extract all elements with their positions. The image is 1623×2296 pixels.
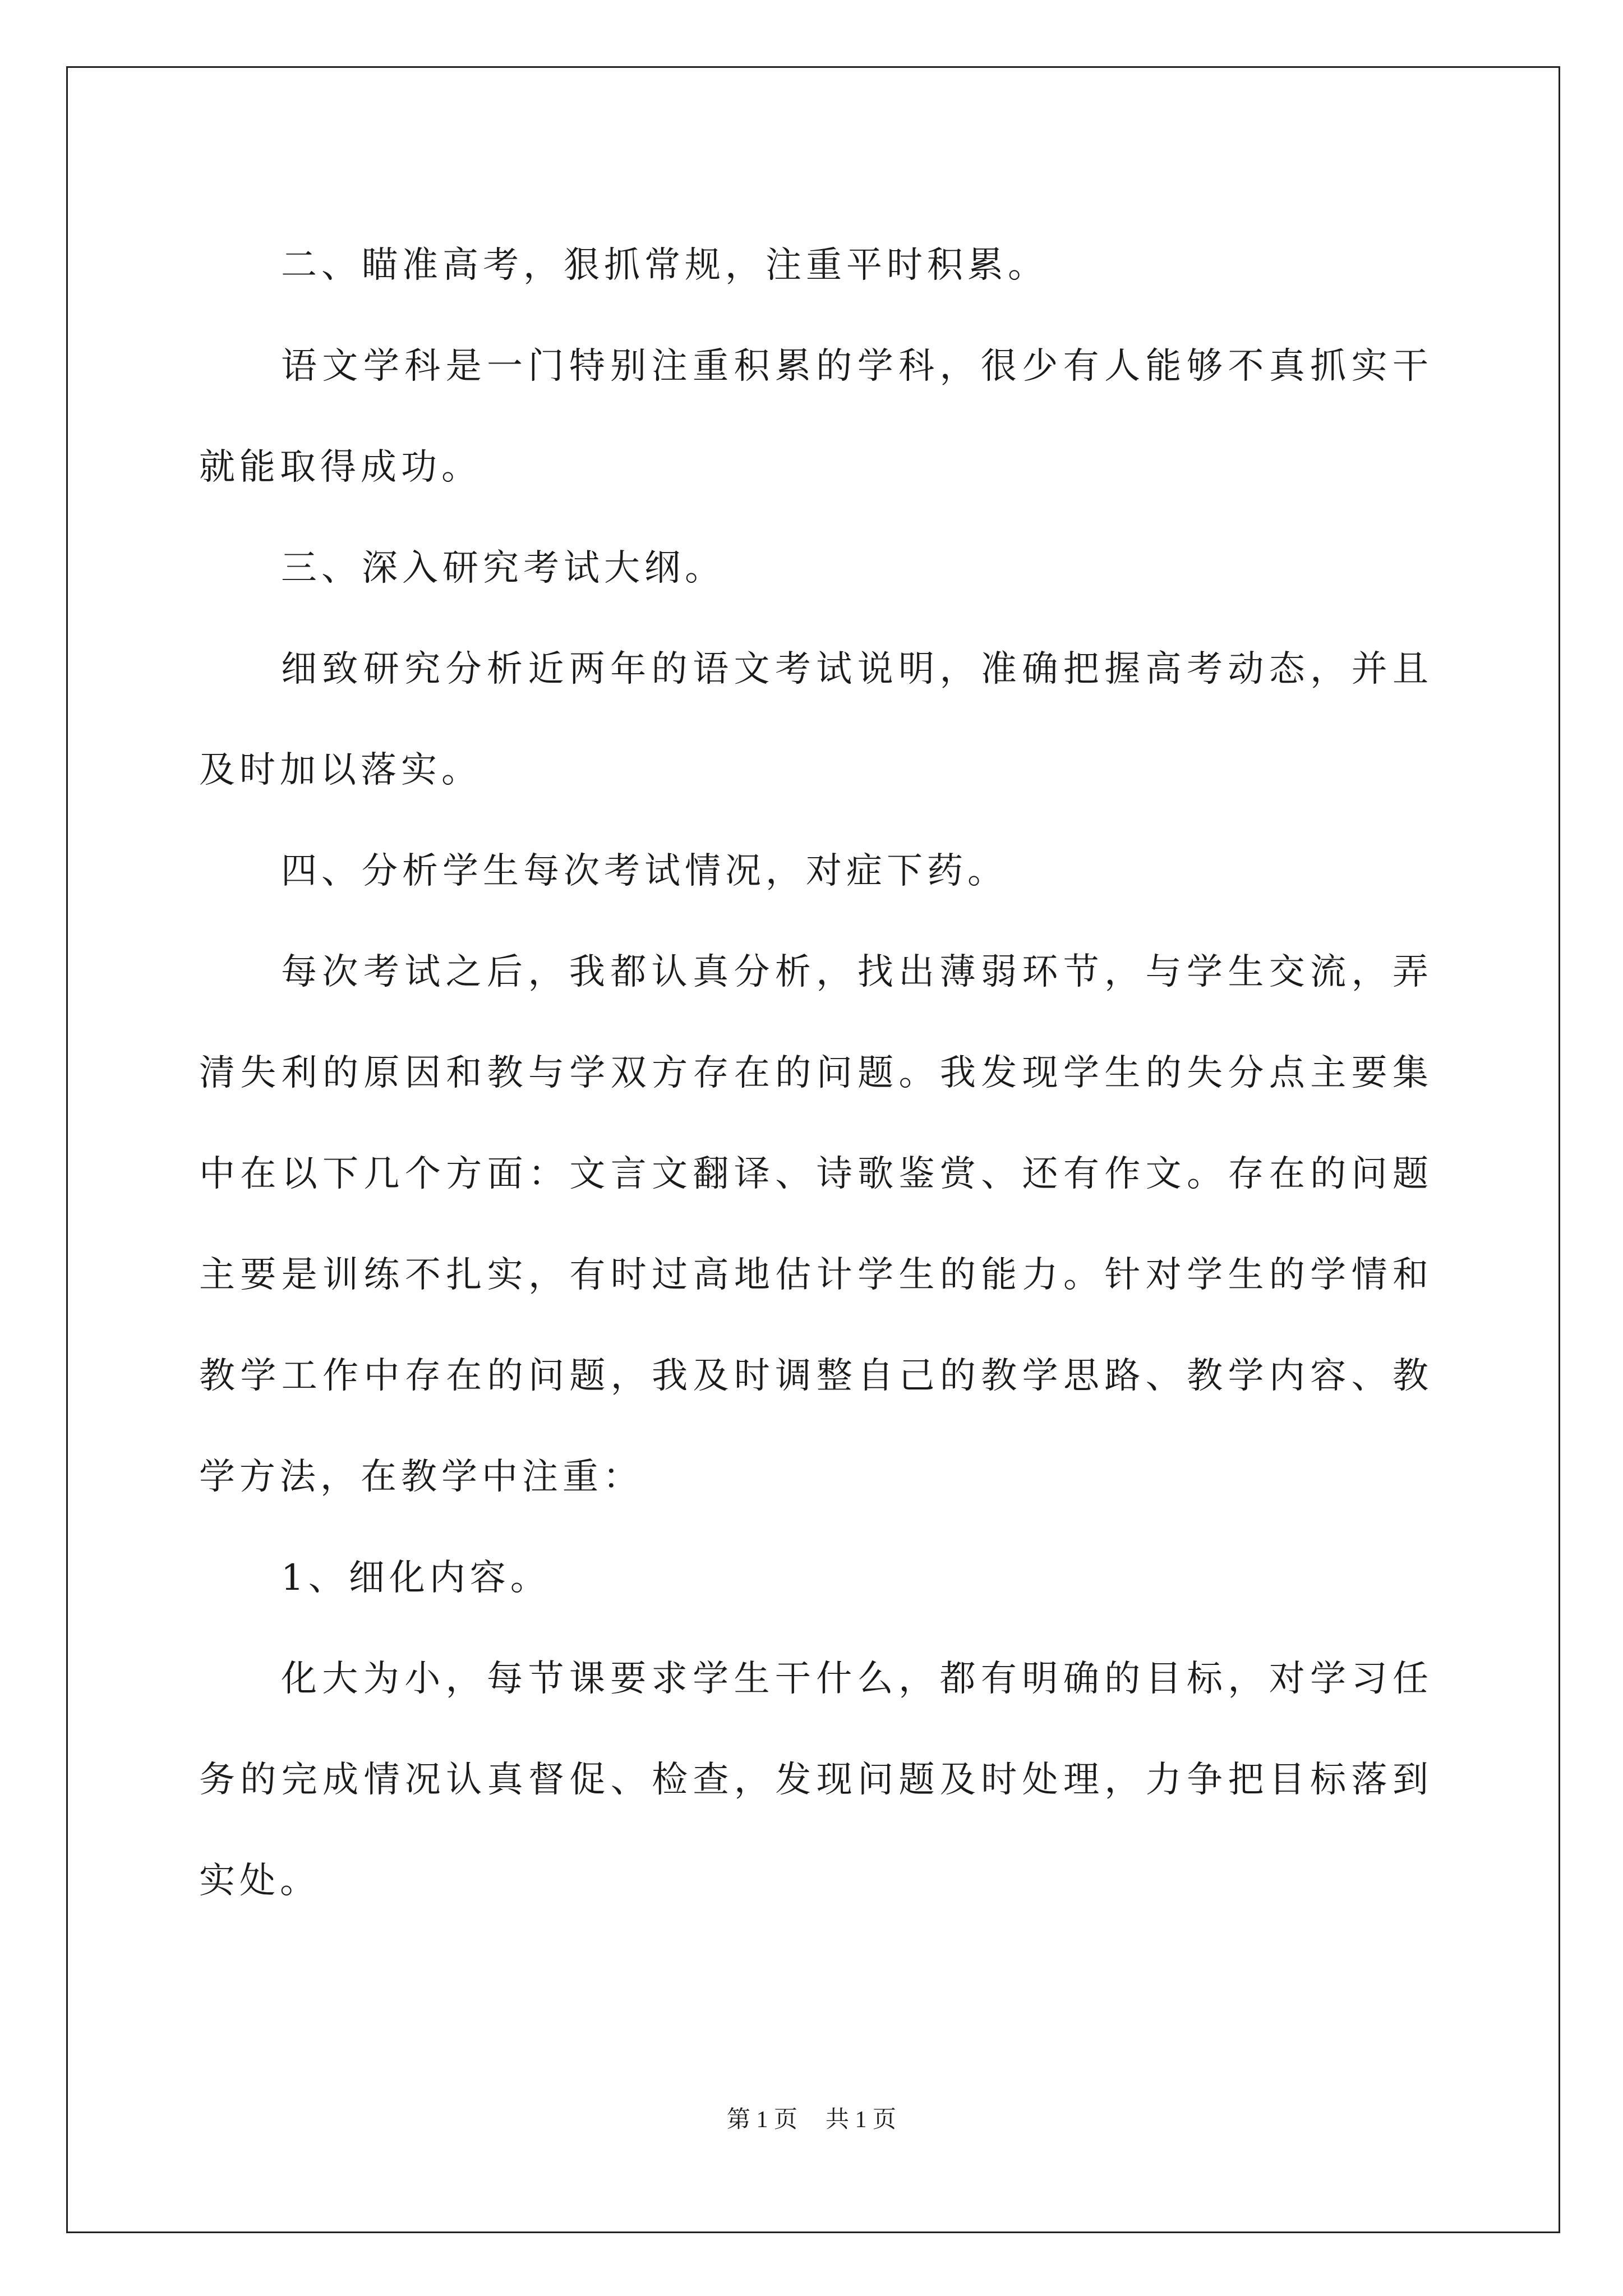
page-total: 共 1 页: [826, 2107, 897, 2133]
paragraph: 语文学科是一门特别注重积累的学科，很少有人能够不真抓实干就能取得成功。: [199, 346, 1433, 488]
paragraph: 细致研究分析近两年的语文考试说明，准确把握高考动态，并且及时加以落实。: [199, 648, 1433, 791]
paragraph-subheading-1: 1、细化内容。: [281, 1557, 551, 1599]
page-number: 第 1 页: [726, 2107, 797, 2133]
paragraph-heading-4: 四、分析学生每次考试情况，对症下药。: [281, 850, 1008, 892]
paragraph-heading-3: 三、深入研究考试大纲。: [281, 547, 725, 589]
document-body: [199, 215, 1433, 1931]
paragraph: 化大为小，每节课要求学生干什么，都有明确的目标，对学习任务的完成情况认真督促、检查，发现问题及时处理，力争把目标落到实处。: [199, 1658, 1433, 1902]
page-footer: [0, 2101, 1623, 2134]
paragraph: 每次考试之后，我都认真分析，找出薄弱环节，与学生交流，弄清失利的原因和教与学双方存在的问题。我发现学生的失分点主要集中在以下几个方面：文言文翻译、诗歌鉴赏、还有作文。存在的问题主要是训练不扎实，有时过高地估计学生的能力。针对学生的学情和教学工作中存在的问题，我及时调整自己的教学思路、教学内容、教学方法，在教学中注重：: [199, 951, 1433, 1498]
paragraph-heading-2: 二、瞄准高考，狠抓常规，注重平时积累。: [281, 245, 1048, 286]
